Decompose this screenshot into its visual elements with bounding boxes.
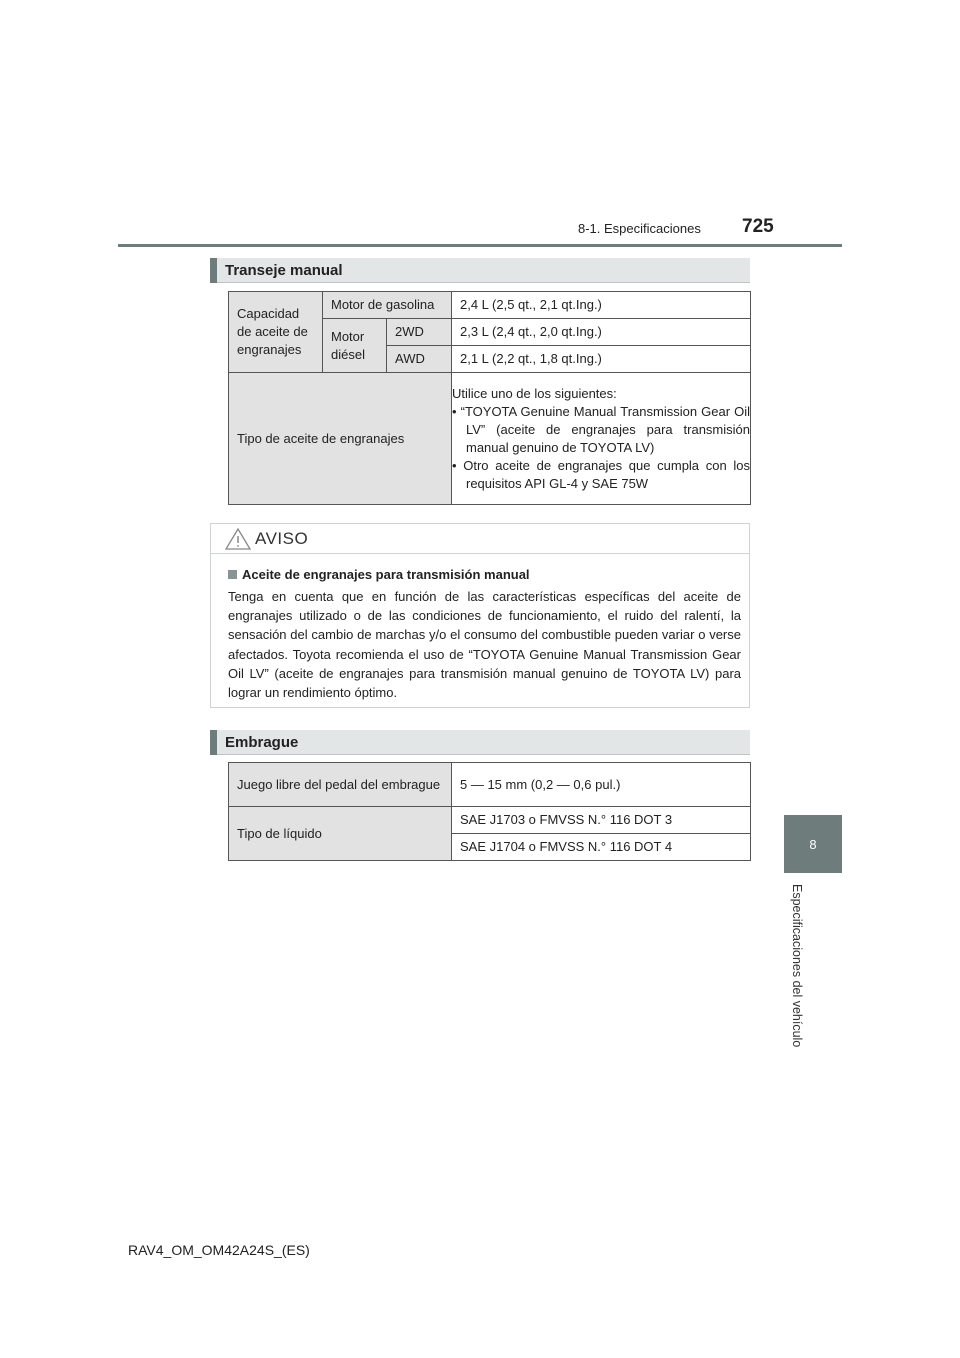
oil-type-intro: Utilice uno de los siguientes:: [452, 385, 617, 401]
notice-title: AVISO: [255, 529, 309, 548]
diesel-label-cell: Motor diésel: [323, 319, 387, 373]
pedal-label-cell: Juego libre del pedal del embrague: [229, 763, 452, 807]
oil-type-value-cell: [452, 373, 751, 505]
square-bullet-icon: [228, 570, 237, 579]
header-rule: [118, 244, 842, 247]
oil-type-label-cell: Tipo de aceite de engranajes: [229, 373, 452, 505]
fluid-value-cell: SAE J1703 o FMVSS N.° 116 DOT 3: [452, 807, 751, 834]
diesel-2wd-value-cell: 2,3 L (2,4 qt., 2,0 qt.Ing.): [452, 319, 751, 346]
page-number: 725: [742, 216, 774, 237]
section-header: 8-1. Especificaciones: [578, 221, 701, 236]
chapter-tab[interactable]: [784, 815, 842, 873]
clutch-table: [228, 762, 751, 861]
fluid-value-cell: SAE J1704 o FMVSS N.° 116 DOT 4: [452, 834, 751, 861]
gasoline-value-cell: 2,4 L (2,5 qt., 2,1 qt.Ing.): [452, 292, 751, 319]
diesel-awd-value-cell: 2,1 L (2,2 qt., 1,8 qt.Ing.): [452, 346, 751, 373]
notice-body: Tenga en cuenta que en función de las características específicas del aceite de engranajes utilizado o de las condiciones de funcionamiento, el ruido del ralentí, la sensación del cambio de marchas y/o el consumo del combustible pueden variar o verse afectados. Toyota recomienda el uso de “TOYOTA Genuine Manual Transmission Gear Oil LV” (aceite de engranajes para transmisión manual genuino de TOYOTA LV) para lograr un rendimiento óptimo.: [228, 589, 741, 701]
chapter-title: Especificaciones del vehículo: [790, 884, 804, 1048]
oil-type-option: • “TOYOTA Genuine Manual Transmission Gear Oil LV” (aceite de engranajes para transmisión manual genuino de TOYOTA LV): [452, 403, 750, 455]
chapter-number: 8: [809, 836, 817, 852]
gasoline-label-cell: Motor de gasolina: [323, 292, 452, 319]
capacity-label-cell: Capacidad de aceite de engranajes: [229, 292, 323, 373]
fluid-label-cell: Tipo de líquido: [229, 807, 452, 861]
manual-transaxle-table: [228, 291, 751, 505]
warning-triangle-icon: [225, 527, 251, 551]
oil-type-option: • Otro aceite de engranajes que cumpla con los requisitos API GL-4 y SAE 75W: [452, 457, 750, 491]
notice-box: [210, 523, 750, 708]
document-id: RAV4_OM_OM42A24S_(ES): [128, 1242, 310, 1258]
diesel-2wd-label-cell: 2WD: [387, 319, 452, 346]
pedal-value-cell: 5 — 15 mm (0,2 — 0,6 pul.): [452, 763, 751, 807]
section-title-manual-transaxle: [210, 258, 750, 283]
notice-header: [211, 524, 749, 554]
chapter-title-vertical: [770, 884, 818, 1054]
section-title-clutch: [210, 730, 750, 755]
section-title-text: Transeje manual: [225, 262, 343, 279]
section-title-text: Embrague: [225, 734, 299, 751]
notice-subtitle: Aceite de engranajes para transmisión manual: [228, 567, 530, 582]
diesel-awd-label-cell: AWD: [387, 346, 452, 373]
